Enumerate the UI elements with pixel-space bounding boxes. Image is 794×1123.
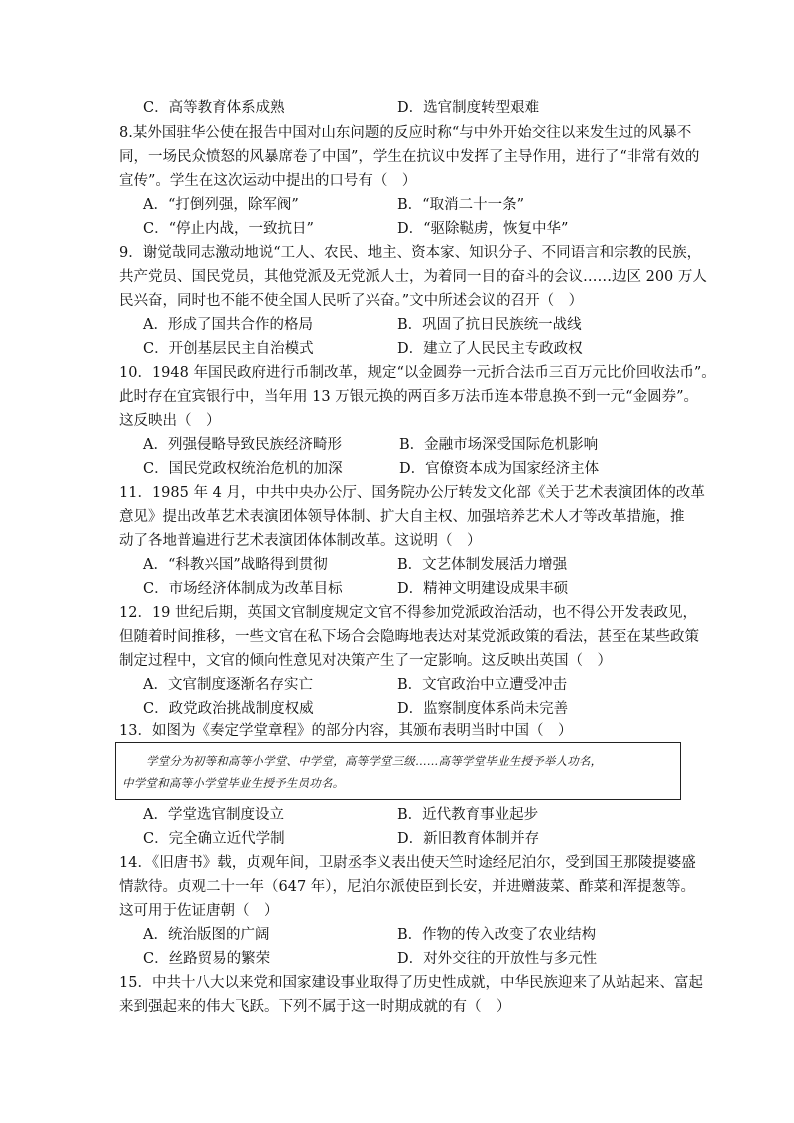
q13-option-c: C．完全确立近代学制 xyxy=(143,831,285,847)
q12-option-a: A．文官制度逐渐名存实亡 xyxy=(143,677,313,693)
q14-option-c: C．丝路贸易的繁荣 xyxy=(143,951,271,967)
q9-option-d: D．建立了人民民主专政政权 xyxy=(397,341,583,357)
q11-option-b: B．文艺体制发展活力增强 xyxy=(397,557,568,573)
q8-option-d: D．“驱除鞑虏，恢复中华” xyxy=(397,221,569,237)
q13-option-d: D．新旧教育体制并存 xyxy=(397,831,540,847)
q12-option-c: C．政党政治挑战制度权威 xyxy=(143,701,314,717)
q11-stem-line-2: 意见》提出改革艺术表演团体领导体制、扩大自主权、加强培养艺术人才等改革措施，推 xyxy=(119,509,685,525)
q7-option-d: D．选官制度转型艰难 xyxy=(397,100,540,116)
q14-stem-line-1: 14．《旧唐书》载，贞观年间，卫尉丞李义表出使天竺时途经尼泊尔，受到国王那陵提婆盛 xyxy=(119,855,696,871)
q9-option-c: C．开创基层民主自治模式 xyxy=(143,341,314,357)
q13-source-box xyxy=(115,742,681,800)
q13-stem-line-1: 13．如图为《奏定学堂章程》的部分内容，其颁布表明当时中国（ ） xyxy=(119,723,573,739)
q10-option-b: B．金融市场深受国际危机影响 xyxy=(399,437,599,453)
q9-stem-line-2: 共产党员、国民党员，其他党派及无党派人士，为着同一目的奋斗的会议……边区 200 万人 xyxy=(119,269,707,285)
q11-option-c: C．市场经济体制成为改革目标 xyxy=(143,581,343,597)
q9-stem-line-3: 民兴奋，同时也不能不使全国人民听了兴奋。”文中所述会议的召开（ ） xyxy=(119,293,584,309)
q8-option-c: C．“停止内战，一致抗日” xyxy=(143,221,314,237)
q14-option-a: A．统治版图的广阔 xyxy=(143,927,270,943)
q14-stem-line-3: 这可用于佐证唐朝（ ） xyxy=(119,903,279,919)
q13-option-b: B．近代教育事业起步 xyxy=(397,807,539,823)
q13-option-a: A．学堂选官制度设立 xyxy=(143,807,284,823)
q11-option-a: A．“科教兴国”战略得到贯彻 xyxy=(143,557,328,573)
q9-stem-line-1: 9．谢觉哉同志激动地说“工人、农民、地主、资本家、知识分子、不同语言和宗教的民族， xyxy=(119,245,702,261)
q12-option-b: B．文官政治中立遭受冲击 xyxy=(397,677,568,693)
q12-stem-line-2: 但随着时间推移，一些文官在私下场合会隐晦地表达对某党派政策的看法，甚至在某些政策 xyxy=(119,629,699,645)
q14-option-b: B．作物的传入改变了农业结构 xyxy=(397,927,597,943)
q8-stem-line-3: 宣传”。学生在这次运动中提出的口号有（ ） xyxy=(119,173,417,189)
q11-stem-line-1: 11．1985 年 4 月，中共中央办公厅、国务院办公厅转发文化部《关于艺术表演团体的改革 xyxy=(119,485,705,501)
q12-option-d: D．监察制度体系尚未完善 xyxy=(397,701,569,717)
q7-option-c: C．高等教育体系成熟 xyxy=(143,100,285,116)
q14-option-d: D．对外交往的开放性与多元性 xyxy=(397,951,598,967)
q12-stem-line-1: 12．19 世纪后期，英国文官制度规定文官不得参加党派政治活动，也不得公开发表政见， xyxy=(119,605,698,621)
q13-source-line-2: 中学堂和高等小学堂毕业生授予生员功名。 xyxy=(122,776,345,790)
q9-option-a: A．形成了国共合作的格局 xyxy=(143,317,313,333)
q10-option-c: C．国民党政权统治危机的加深 xyxy=(143,461,343,477)
q13-source-line-1: 学堂分为初等和高等小学堂、中学堂，高等学堂三级……高等学堂毕业生授予举人功名， xyxy=(146,754,603,768)
q10-stem-line-3: 这反映出（ ） xyxy=(119,413,221,429)
q8-stem-line-1: 8.某外国驻华公使在报告中国对山东问题的反应时称“与中外开始交往以来发生过的风暴不 xyxy=(119,125,692,141)
q14-stem-line-2: 情款待。贞观二十一年（647 年），尼泊尔派使臣到长安，并进赠菠菜、酢菜和浑提葱等。 xyxy=(119,879,696,895)
q10-option-a: A．列强侵略导致民族经济畸形 xyxy=(143,437,342,453)
q8-option-b: B．“取消二十一条” xyxy=(397,197,524,213)
q10-stem-line-1: 10．1948 年国民政府进行币制改革，规定“以金圆券一元折合法币三百万元比价回收法币”。 xyxy=(119,365,716,381)
q11-option-d: D．精神文明建设成果丰硕 xyxy=(397,581,569,597)
q9-option-b: B．巩固了抗日民族统一战线 xyxy=(397,317,582,333)
q12-stem-line-3: 制定过程中，文官的倾向性意见对决策产生了一定影响。这反映出英国（ ） xyxy=(119,653,612,669)
q10-stem-line-2: 此时存在宜宾银行中，当年用 13 万银元换的两百多万法币连本带息换不到一元“金圆券”。 xyxy=(119,389,698,405)
q15-stem-line-2: 来到强起来的伟大飞跃。下列不属于这一时期成就的有（ ） xyxy=(119,999,511,1015)
q11-stem-line-3: 动了各地普遍进行艺术表演团体体制改革。这说明（ ） xyxy=(119,533,482,549)
q8-option-a: A．“打倒列强，除军阀” xyxy=(143,197,299,213)
q10-option-d: D．官僚资本成为国家经济主体 xyxy=(399,461,600,477)
q8-stem-line-2: 同，一场民众愤怒的风暴席卷了中国”，学生在抗议中发挥了主导作用，进行了“非常有效的 xyxy=(119,149,700,165)
q15-stem-line-1: 15．中共十八大以来党和国家建设事业取得了历史性成就，中华民族迎来了从站起来、富起 xyxy=(119,975,703,991)
